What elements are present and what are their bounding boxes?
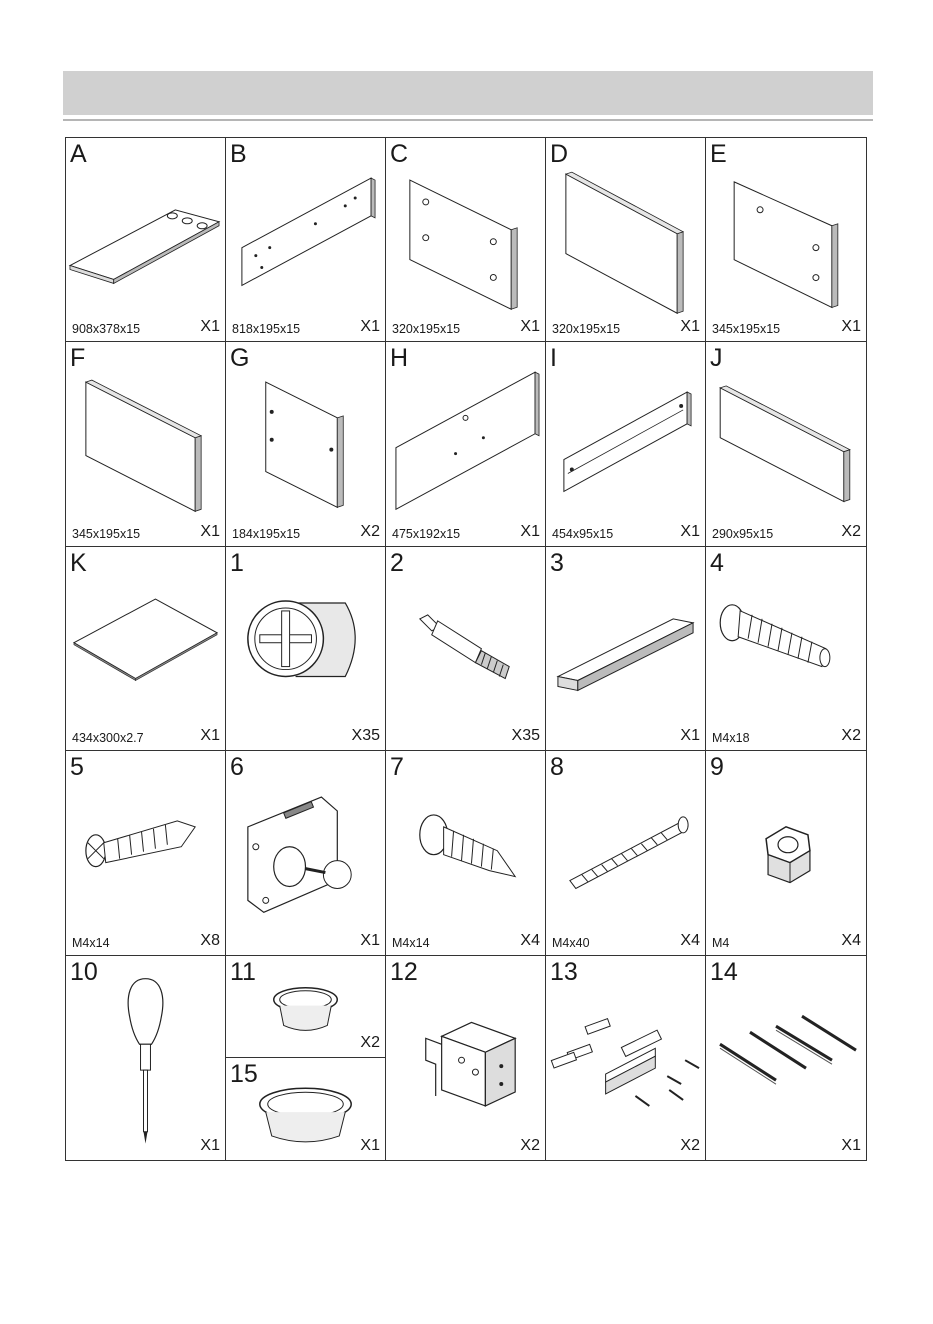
part-cell-4 bbox=[706, 547, 866, 751]
part-quantity: X1 bbox=[200, 522, 220, 540]
part-dimensions: M4x14 bbox=[72, 935, 110, 950]
panel-K-illustration bbox=[66, 547, 225, 750]
part-quantity: X2 bbox=[360, 522, 380, 540]
header-rule bbox=[63, 119, 873, 121]
cam-lock-illustration bbox=[226, 547, 385, 750]
panel-G-illustration bbox=[226, 342, 385, 545]
part-dimensions: 184x195x15 bbox=[232, 526, 301, 541]
part-label: 14 bbox=[710, 957, 738, 986]
part-dimensions: 454x95x15 bbox=[552, 526, 614, 541]
part-dimensions: 908x378x15 bbox=[72, 322, 141, 337]
part-dimensions: M4x40 bbox=[552, 935, 590, 950]
part-quantity: X1 bbox=[520, 318, 540, 336]
part-label: 10 bbox=[70, 957, 98, 986]
part-cell-1 bbox=[226, 547, 386, 751]
panel-A-illustration bbox=[66, 138, 225, 341]
part-label: 5 bbox=[70, 753, 84, 782]
panel-F-illustration bbox=[66, 342, 225, 545]
part-label: 12 bbox=[390, 957, 418, 986]
part-quantity: X4 bbox=[680, 931, 700, 949]
screw-m4x14-countersunk-illustration bbox=[66, 751, 225, 954]
bolt-m4x40-illustration bbox=[546, 751, 705, 954]
part-quantity: X1 bbox=[360, 931, 380, 949]
panel-C-illustration bbox=[386, 138, 545, 341]
screw-m4x14-panhead-illustration bbox=[386, 751, 545, 954]
part-cell-I bbox=[546, 342, 706, 546]
part-quantity: X4 bbox=[841, 931, 861, 949]
part-label: C bbox=[390, 140, 409, 168]
part-label: 4 bbox=[710, 548, 724, 577]
part-label: F bbox=[70, 344, 86, 373]
part-cell-7 bbox=[386, 751, 546, 955]
part-cell-E bbox=[706, 138, 866, 342]
part-quantity: X35 bbox=[351, 727, 380, 745]
part-dimensions: M4x18 bbox=[712, 731, 750, 746]
part-quantity: X1 bbox=[200, 1136, 220, 1154]
part-quantity: X1 bbox=[841, 1136, 861, 1154]
part-label: 13 bbox=[550, 957, 578, 986]
header-bar bbox=[63, 71, 873, 115]
part-label: 3 bbox=[550, 548, 564, 577]
bolt-m4x18-illustration bbox=[706, 547, 866, 750]
part-label: I bbox=[550, 344, 557, 373]
part-cell-K bbox=[66, 547, 226, 751]
part-quantity: X1 bbox=[680, 522, 700, 540]
panel-D-illustration bbox=[546, 138, 705, 341]
part-dimensions: 345x195x15 bbox=[72, 526, 141, 541]
panel-J-illustration bbox=[706, 342, 866, 545]
part-cell-13 bbox=[546, 956, 706, 1160]
part-dimensions: 290x95x15 bbox=[712, 526, 774, 541]
part-cell-8 bbox=[546, 751, 706, 955]
cam-bolt-illustration bbox=[386, 547, 545, 750]
part-quantity: X2 bbox=[520, 1136, 540, 1154]
panel-H-illustration bbox=[386, 342, 545, 545]
part-label: K bbox=[70, 548, 87, 577]
part-dimensions: 320x195x15 bbox=[552, 322, 621, 337]
part-quantity: X8 bbox=[200, 931, 220, 949]
part-quantity: X1 bbox=[360, 318, 380, 336]
strip-illustration bbox=[546, 547, 705, 750]
part-label: E bbox=[710, 140, 727, 168]
part-label: D bbox=[550, 140, 569, 168]
part-label: 11 bbox=[230, 957, 256, 986]
part-cell-10 bbox=[66, 956, 226, 1160]
part-label: 8 bbox=[550, 753, 564, 782]
part-quantity: X35 bbox=[511, 727, 540, 745]
part-cell-11-15 bbox=[226, 956, 386, 1160]
part-label: 1 bbox=[230, 548, 244, 577]
panel-B-illustration bbox=[226, 138, 385, 341]
part-quantity: X4 bbox=[520, 931, 540, 949]
part-quantity: X1 bbox=[520, 522, 540, 540]
part-label: J bbox=[710, 344, 723, 373]
part-dimensions: M4x14 bbox=[392, 935, 430, 950]
part-cell-D bbox=[546, 138, 706, 342]
part-dimensions: 818x195x15 bbox=[232, 322, 301, 337]
parts-grid bbox=[65, 137, 867, 1161]
part-quantity: X1 bbox=[680, 727, 700, 745]
part-cell-G bbox=[226, 342, 386, 546]
hex-nut-illustration bbox=[706, 751, 866, 954]
part-label: 6 bbox=[230, 753, 244, 782]
part-label: H bbox=[390, 344, 409, 373]
part-cell-2 bbox=[386, 547, 546, 751]
part-quantity: X2 bbox=[680, 1136, 700, 1154]
hinge-bracket-illustration bbox=[386, 956, 545, 1160]
part-label: A bbox=[70, 140, 87, 168]
part-quantity: X1 bbox=[200, 318, 220, 336]
part-quantity: X2 bbox=[360, 1033, 380, 1051]
part-quantity: X2 bbox=[841, 522, 861, 540]
part-dimensions: 475x192x15 bbox=[392, 526, 461, 541]
part-label: B bbox=[230, 140, 247, 168]
part-cell-H bbox=[386, 342, 546, 546]
part-cell-C bbox=[386, 138, 546, 342]
drawer-slides-illustration bbox=[706, 956, 866, 1160]
part-cell-15 bbox=[226, 1058, 385, 1160]
part-quantity: X1 bbox=[841, 318, 861, 336]
part-label: 15 bbox=[230, 1059, 258, 1088]
part-label: G bbox=[230, 344, 250, 373]
part-label: 2 bbox=[390, 548, 404, 577]
part-cell-3 bbox=[546, 547, 706, 751]
part-quantity: X1 bbox=[200, 727, 220, 745]
part-cell-5 bbox=[66, 751, 226, 955]
part-cell-J bbox=[706, 342, 866, 546]
part-quantity: X1 bbox=[680, 318, 700, 336]
part-quantity: X2 bbox=[841, 727, 861, 745]
part-cell-6 bbox=[226, 751, 386, 955]
part-cell-A bbox=[66, 138, 226, 342]
part-dimensions: M4 bbox=[712, 935, 730, 950]
screwdriver-illustration bbox=[66, 956, 225, 1160]
drawer-lock-illustration bbox=[226, 751, 385, 954]
part-cell-F bbox=[66, 342, 226, 546]
panel-E-illustration bbox=[706, 138, 866, 341]
part-cell-B bbox=[226, 138, 386, 342]
part-cell-9 bbox=[706, 751, 866, 955]
part-cell-14 bbox=[706, 956, 866, 1160]
panel-I-illustration bbox=[546, 342, 705, 545]
part-dimensions: 320x195x15 bbox=[392, 322, 461, 337]
part-label: 9 bbox=[710, 753, 724, 782]
part-cell-11 bbox=[226, 956, 385, 1058]
part-dimensions: 345x195x15 bbox=[712, 322, 781, 337]
part-cell-12 bbox=[386, 956, 546, 1160]
part-label: 7 bbox=[390, 753, 404, 782]
part-quantity: X1 bbox=[360, 1136, 380, 1154]
wall-fixing-kit-illustration bbox=[546, 956, 705, 1160]
part-dimensions: 434x300x2.7 bbox=[72, 731, 144, 746]
